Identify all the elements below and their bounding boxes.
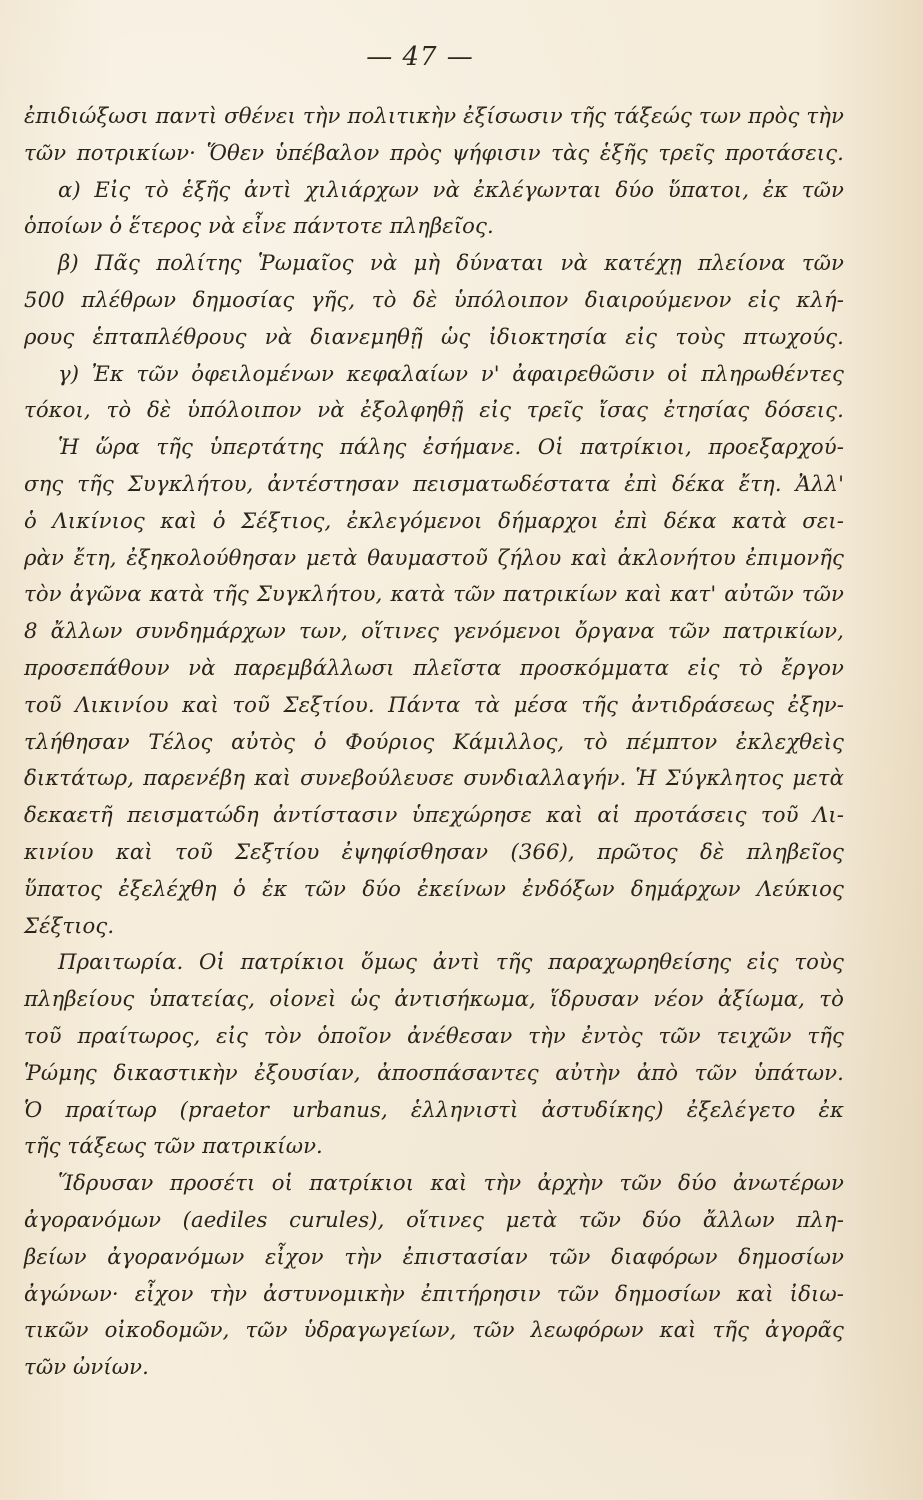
text-line: ὁ Λικίνιος καὶ ὁ Σέξτιος, ἐκλεγόμενοι δήμαρχοι ἐπὶ δέκα κατὰ σει- bbox=[24, 507, 844, 533]
text-line: ὕπατος ἐξελέχθη ὁ ἐκ τῶν δύο ἐκείνων ἐνδόξων δημάρχων Λεύκιος bbox=[24, 875, 844, 901]
text-line: βείων ἀγορανόμων εἶχον τὴν ἐπιστασίαν τῶν διαφόρων δημοσίων bbox=[24, 1243, 844, 1269]
text-line: τικῶν οἰκοδομῶν, τῶν ὑδραγωγείων, τῶν λεωφόρων καὶ τῆς ἀγορᾶς bbox=[24, 1317, 844, 1343]
text-line: γ) Ἐκ τῶν ὀφειλομένων κεφαλαίων ν' ἀφαιρεθῶσιν οἱ πληρωθέντες bbox=[58, 360, 844, 386]
text-line: β) Πᾶς πολίτης Ῥωμαῖος νὰ μὴ δύναται νὰ κατέχῃ πλείονα τῶν bbox=[58, 250, 844, 276]
text-line: τόκοι, τὸ δὲ ὑπόλοιπον νὰ ἐξολφηθῇ εἰς τρεῖς ἴσας ἐτησίας δόσεις. bbox=[24, 397, 844, 423]
text-line: Ἡ ὥρα τῆς ὑπερτάτης πάλης ἐσήμανε. Οἱ πατρίκιοι, προεξαρχού- bbox=[58, 434, 844, 460]
text-line: τοῦ πραίτωρος, εἰς τὸν ὁποῖον ἀνέθεσαν τὴν ἐντὸς τῶν τειχῶν τῆς bbox=[24, 1022, 844, 1048]
page-number: — 47 — bbox=[366, 42, 474, 72]
text-line: Πραιτωρία. Οἱ πατρίκιοι ὅμως ἀντὶ τῆς παραχωρηθείσης εἰς τοὺς bbox=[58, 949, 844, 975]
text-line: α) Εἰς τὸ ἑξῆς ἀντὶ χιλιάρχων νὰ ἐκλέγωνται δύο ὕπατοι, ἐκ τῶν bbox=[58, 176, 844, 202]
text-line: ρὰν ἔτη, ἐξηκολούθησαν μετὰ θαυμαστοῦ ζήλου καὶ ἀκλονήτου ἐπιμονῆς bbox=[24, 544, 844, 570]
text-line: 500 πλέθρων δημοσίας γῆς, τὸ δὲ ὑπόλοιπον διαιρούμενον εἰς κλή- bbox=[24, 286, 844, 312]
text-line: ὁποίων ὁ ἕτερος νὰ εἶνε πάντοτε πληβεῖος. bbox=[24, 213, 494, 239]
text-line: σης τῆς Συγκλήτου, ἀντέστησαν πεισματωδέστατα ἐπὶ δέκα ἔτη. Ἀλλ' bbox=[24, 470, 844, 496]
text-line: Ὁ πραίτωρ (praetor urbanus, ἑλληνιστὶ ἀστυδίκης) ἐξελέγετο ἐκ bbox=[24, 1096, 844, 1122]
text-line: τοῦ Λικινίου καὶ τοῦ Σεξτίου. Πάντα τὰ μέσα τῆς ἀντιδράσεως ἐξην- bbox=[24, 691, 844, 717]
text-line: τῆς τάξεως τῶν πατρικίων. bbox=[24, 1133, 323, 1159]
text-line: προσεπάθουν νὰ παρεμβάλλωσι πλεῖστα προσκόμματα εἰς τὸ ἔργον bbox=[24, 654, 844, 680]
text-line: Ῥώμης δικαστικὴν ἐξουσίαν, ἀποσπάσαντες αὐτὴν ἀπὸ τῶν ὑπάτων. bbox=[24, 1059, 844, 1085]
text-line: κινίου καὶ τοῦ Σεξτίου ἐψηφίσθησαν (366), πρῶτος δὲ πληβεῖος bbox=[24, 838, 844, 864]
text-line: ἀγώνων· εἶχον τὴν ἀστυνομικὴν ἐπιτήρησιν τῶν δημοσίων καὶ ἰδιω- bbox=[24, 1280, 844, 1306]
text-line: πληβείους ὑπατείας, οἱονεὶ ὡς ἀντισήκωμα, ἵδρυσαν νέον ἀξίωμα, τὸ bbox=[24, 986, 844, 1012]
body-text bbox=[24, 98, 844, 1386]
text-line: 8 ἄλλων συνδημάρχων των, οἵτινες γενόμενοι ὄργανα τῶν πατρικίων, bbox=[24, 618, 844, 644]
text-line: Σέξτιος. bbox=[24, 912, 115, 938]
text-line: Ἵδρυσαν προσέτι οἱ πατρίκιοι καὶ τὴν ἀρχὴν τῶν δύο ἀνωτέρων bbox=[58, 1170, 844, 1196]
text-line: τῶν ποτρικίων· Ὅθεν ὑπέβαλον πρὸς ψήφισιν τὰς ἑξῆς τρεῖς προτάσεις. bbox=[24, 139, 844, 165]
text-line: ἀγορανόμων (aediles curules), οἵτινες μετὰ τῶν δύο ἄλλων πλη- bbox=[24, 1206, 844, 1232]
text-line: δικτάτωρ, παρενέβη καὶ συνεβούλευσε συνδιαλλαγήν. Ἡ Σύγκλητος μετὰ bbox=[24, 765, 844, 791]
text-line: ἐπιδιώξωσι παντὶ σθένει τὴν πολιτικὴν ἐξίσωσιν τῆς τάξεώς των πρὸς τὴν bbox=[24, 103, 844, 128]
text-line: τλήθησαν Τέλος αὐτὸς ὁ Φούριος Κάμιλλος, τὸ πέμπτον ἐκλεχθεὶς bbox=[24, 728, 844, 754]
text-line: τῶν ὠνίων. bbox=[24, 1354, 149, 1380]
text-line: τὸν ἀγῶνα κατὰ τῆς Συγκλήτου, κατὰ τῶν πατρικίων καὶ κατ' αὐτῶν τῶν bbox=[24, 581, 844, 607]
text-line: δεκαετῆ πεισματώδη ἀντίστασιν ὑπεχώρησε καὶ αἱ προτάσεις τοῦ Λι- bbox=[24, 802, 844, 828]
text-line: ρους ἑπταπλέθρους νὰ διανεμηθῇ ὡς ἰδιοκτησία εἰς τοὺς πτωχούς. bbox=[24, 323, 844, 349]
